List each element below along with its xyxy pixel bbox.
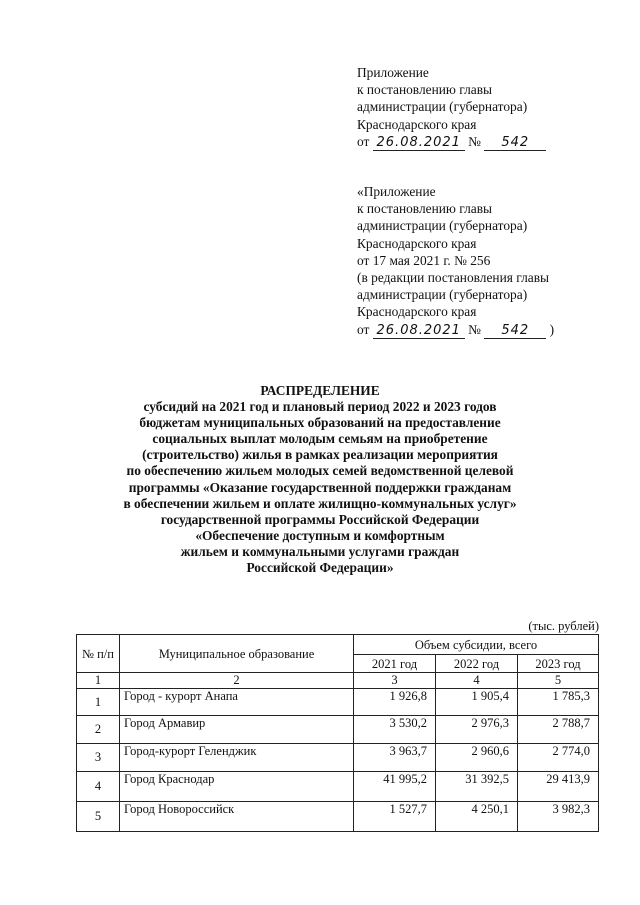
row-number: 2 [77, 716, 120, 744]
appendix-2-line-8: Краснодарского края [357, 304, 477, 320]
appendix-2-closing: ) [549, 321, 555, 337]
column-number: 5 [518, 673, 599, 689]
appendix-2-line-5: от 17 мая 2021 г. № 256 [357, 252, 491, 268]
row-number: 3 [77, 744, 120, 772]
row-value-2022: 1 905,4 [436, 689, 518, 716]
row-municipality: Город-курорт Геленджик [120, 744, 354, 772]
appendix-2-date-value: 26.08.2021 [373, 324, 465, 339]
appendix-1-line-1: Приложение [357, 65, 429, 80]
units-label: (тыс. рублей) [528, 619, 599, 633]
appendix-1-number-prefix: № [468, 133, 481, 149]
row-municipality: Город Краснодар [120, 772, 354, 802]
header-municipality: Муниципальное образование [120, 635, 354, 673]
row-municipality: Город Армавир [120, 716, 354, 744]
row-value-2022: 31 392,5 [436, 772, 518, 802]
title-line: «Обеспечение доступным и комфортным [195, 527, 445, 543]
table-row [77, 689, 599, 716]
appendix-block-2 [357, 183, 554, 339]
table-row [77, 802, 599, 832]
row-municipality: Город - курорт Анапа [120, 689, 354, 716]
appendix-1-date-line [357, 133, 546, 151]
title-line: Российской Федерации» [246, 560, 394, 576]
appendix-1-number-value: 542 [484, 136, 546, 151]
title-line: программы «Оказание государственной поддержки гражданам [128, 479, 512, 495]
row-number: 5 [77, 802, 120, 832]
appendix-block-1 [357, 64, 546, 151]
title-line: субсидий на 2021 год и плановый период 2022 и 2023 годов [143, 399, 497, 415]
header-year-2021: 2021 год [354, 655, 436, 673]
appendix-2-line-6: (в редакции постановления главы [357, 270, 550, 286]
row-value-2023: 2 774,0 [518, 744, 599, 772]
title-line: социальных выплат молодым семьям на приобретение [152, 431, 488, 447]
appendix-1-line-2: к постановлению главы [357, 82, 493, 98]
row-value-2021: 3 963,7 [354, 744, 436, 772]
row-value-2021: 1 527,7 [354, 802, 436, 832]
row-value-2021: 41 995,2 [354, 772, 436, 802]
header-year-2022: 2022 год [436, 655, 518, 673]
header-num: № п/п [77, 635, 120, 673]
row-value-2021: 1 926,8 [354, 689, 436, 716]
row-value-2022: 2 976,3 [436, 716, 518, 744]
appendix-1-line-3: администрации (губернатора) [357, 99, 528, 115]
title-line: в обеспечении жильем и оплате жилищно-коммунальных услуг» [123, 495, 517, 511]
appendix-2-number-value: 542 [484, 324, 546, 339]
row-value-2023: 2 788,7 [518, 716, 599, 744]
table-row [77, 716, 599, 744]
title-line: государственной программы Российской Федерации [160, 511, 480, 527]
appendix-2-number-prefix: № [468, 321, 481, 337]
row-value-2021: 3 530,2 [354, 716, 436, 744]
document-title [0, 383, 640, 576]
appendix-2-line-2: к постановлению главы [357, 201, 493, 217]
appendix-1-date-prefix: от [357, 133, 370, 149]
column-number: 2 [120, 673, 354, 689]
row-municipality: Город Новороссийск [120, 802, 354, 832]
header-volume: Объем субсидии, всего [354, 635, 599, 655]
row-number: 4 [77, 772, 120, 802]
row-value-2023: 3 982,3 [518, 802, 599, 832]
row-value-2023: 1 785,3 [518, 689, 599, 716]
appendix-2-line-4: Краснодарского края [357, 235, 477, 251]
title-heading: РАСПРЕДЕЛЕНИЕ [260, 383, 380, 398]
subsidy-table [76, 634, 599, 832]
column-number: 1 [77, 673, 120, 689]
appendix-2-date-prefix: от [357, 321, 370, 337]
row-value-2022: 4 250,1 [436, 802, 518, 832]
appendix-1-date-value: 26.08.2021 [373, 136, 465, 151]
table-row [77, 772, 599, 802]
table-row [77, 744, 599, 772]
title-line: по обеспечению жильем молодых семей ведомственной целевой [126, 463, 514, 479]
appendix-2-line-7: администрации (губернатора) [357, 287, 528, 303]
column-number: 4 [436, 673, 518, 689]
column-number: 3 [354, 673, 436, 689]
appendix-2-date-line [357, 321, 554, 339]
row-value-2023: 29 413,9 [518, 772, 599, 802]
title-line: жильем и коммунальными услугами граждан [180, 543, 460, 559]
row-number: 1 [77, 689, 120, 716]
title-line: (строительство) жилья в рамках реализации мероприятия [142, 447, 498, 463]
appendix-2-line-1: «Приложение [357, 184, 436, 199]
appendix-2-line-3: администрации (губернатора) [357, 218, 528, 234]
title-line: бюджетам муниципальных образований на предоставление [139, 415, 501, 431]
appendix-1-line-4: Краснодарского края [357, 116, 477, 132]
header-year-2023: 2023 год [518, 655, 599, 673]
row-value-2022: 2 960,6 [436, 744, 518, 772]
